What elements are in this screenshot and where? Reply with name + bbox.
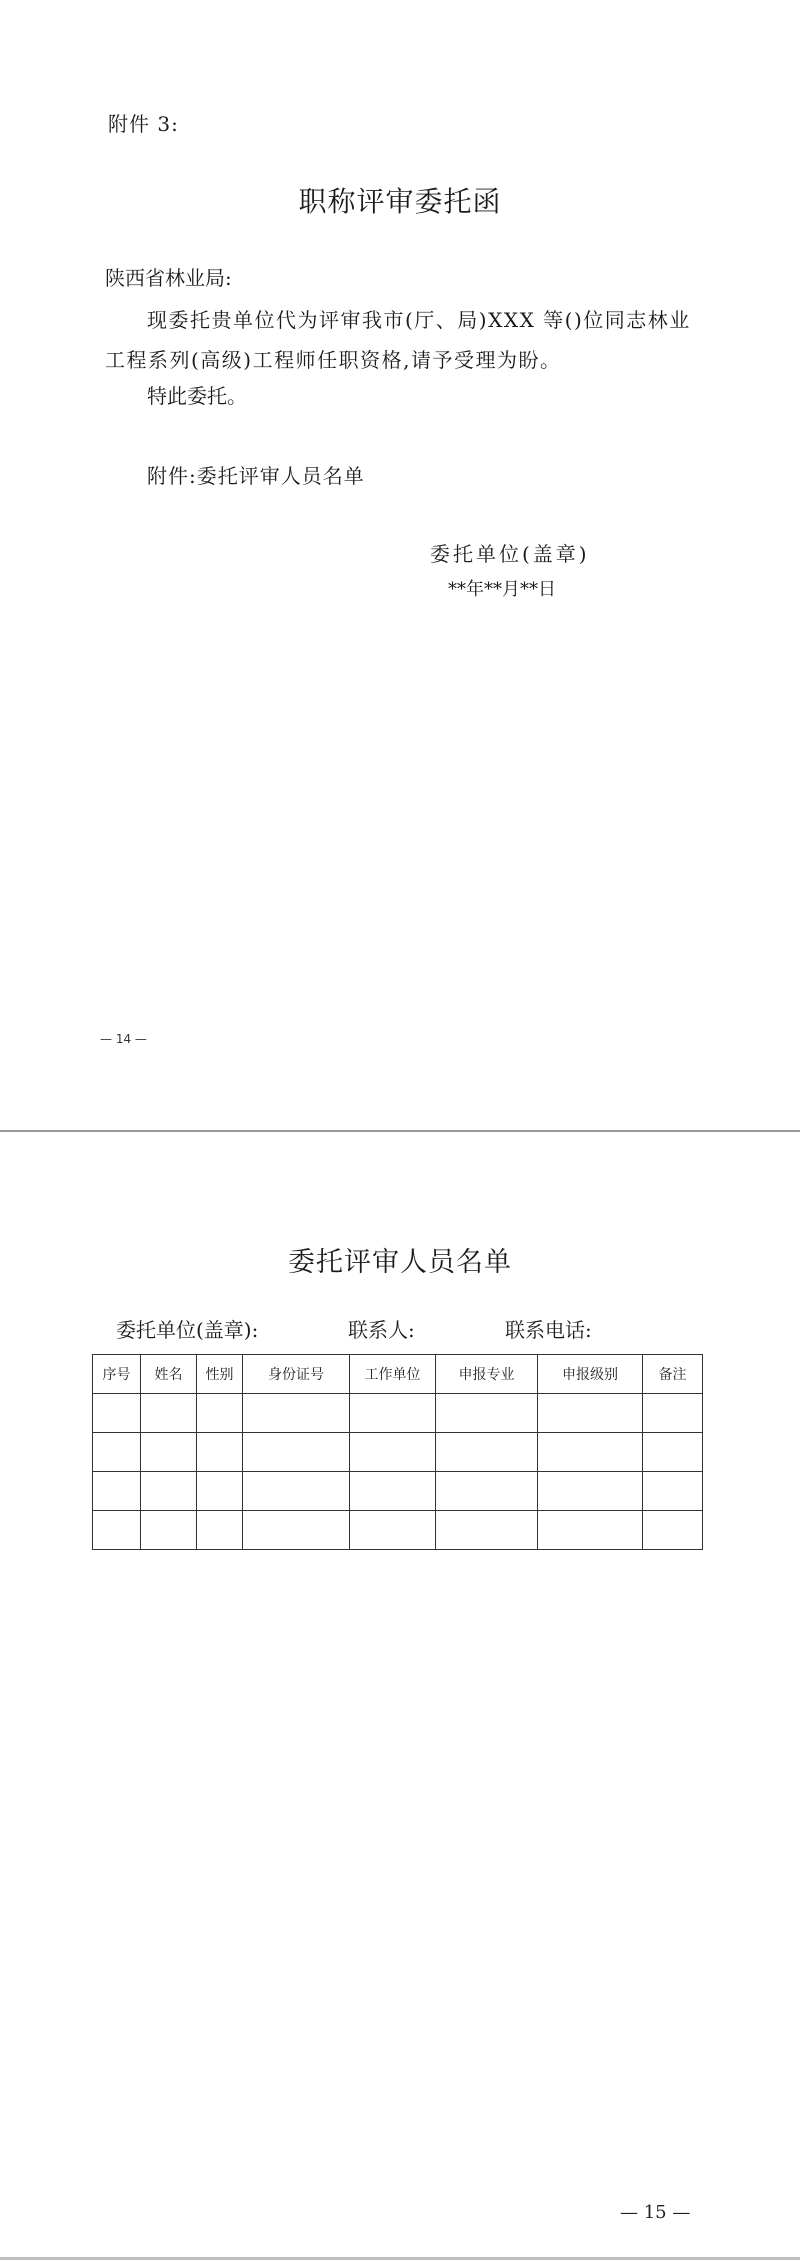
page-15 xyxy=(0,1132,800,2262)
header-cell: 备注 xyxy=(643,1355,703,1394)
header-cell: 姓名 xyxy=(141,1355,197,1394)
table-cell xyxy=(643,1433,703,1472)
page-bottom-divider xyxy=(0,2257,800,2260)
header-cell: 性别 xyxy=(197,1355,243,1394)
roster-title: 委托评审人员名单 xyxy=(288,1247,512,1278)
table-cell xyxy=(436,1472,538,1511)
header-cell: 身份证号 xyxy=(243,1355,350,1394)
table-cell xyxy=(538,1433,643,1472)
header-cell: 工作单位 xyxy=(350,1355,436,1394)
table-cell xyxy=(350,1511,436,1550)
table-cell xyxy=(141,1511,197,1550)
body-text: 现委托贵单位代为评审我市(厅、局)XXX 等()位同志林业工程系列(高级)工程师任职资格,请予受理为盼。 xyxy=(105,308,691,372)
table-cell xyxy=(141,1433,197,1472)
table-cell xyxy=(436,1511,538,1550)
table-cell xyxy=(538,1472,643,1511)
table-cell xyxy=(350,1394,436,1433)
body-paragraph xyxy=(105,300,705,380)
attachment-reference: 附件:委托评审人员名单 xyxy=(147,464,365,488)
table-cell xyxy=(538,1394,643,1433)
table-cell xyxy=(243,1433,350,1472)
table-cell xyxy=(350,1433,436,1472)
phone-label: 联系电话: xyxy=(505,1318,592,1342)
closing-line: 特此委托。 xyxy=(147,384,247,408)
table-cell xyxy=(141,1472,197,1511)
addressee: 陕西省林业局: xyxy=(105,266,232,290)
page-number: — 15 — xyxy=(620,2202,691,2223)
table-cell xyxy=(197,1511,243,1550)
table-cell xyxy=(93,1433,141,1472)
signature-unit: 委托单位(盖章) xyxy=(430,542,590,566)
header-cell: 序号 xyxy=(93,1355,141,1394)
table-cell xyxy=(93,1394,141,1433)
attachment-label: 附件 3: xyxy=(108,112,179,136)
table-cell xyxy=(643,1394,703,1433)
roster-table xyxy=(92,1354,703,1550)
header-cell: 申报级别 xyxy=(538,1355,643,1394)
unit-label: 委托单位(盖章): xyxy=(116,1318,259,1342)
table-cell xyxy=(93,1511,141,1550)
table-cell xyxy=(436,1394,538,1433)
table-cell xyxy=(243,1472,350,1511)
table-cell xyxy=(197,1472,243,1511)
table-row xyxy=(93,1433,703,1472)
table-cell xyxy=(197,1394,243,1433)
table-row xyxy=(93,1511,703,1550)
table-cell xyxy=(197,1433,243,1472)
table-row xyxy=(93,1394,703,1433)
table-cell xyxy=(436,1433,538,1472)
table-row xyxy=(93,1472,703,1511)
page-14 xyxy=(0,0,800,1130)
table-cell xyxy=(93,1472,141,1511)
signature-date: **年**月**日 xyxy=(448,579,556,600)
table-cell xyxy=(643,1472,703,1511)
table-cell xyxy=(538,1511,643,1550)
table-cell xyxy=(243,1511,350,1550)
table-cell xyxy=(643,1511,703,1550)
header-cell: 申报专业 xyxy=(436,1355,538,1394)
page-number: — 14 — xyxy=(100,1032,147,1046)
table-cell xyxy=(141,1394,197,1433)
table-cell xyxy=(350,1472,436,1511)
letter-title: 职称评审委托函 xyxy=(298,185,502,218)
table-cell xyxy=(243,1394,350,1433)
contact-label: 联系人: xyxy=(348,1318,415,1342)
table-header-row xyxy=(93,1355,703,1394)
